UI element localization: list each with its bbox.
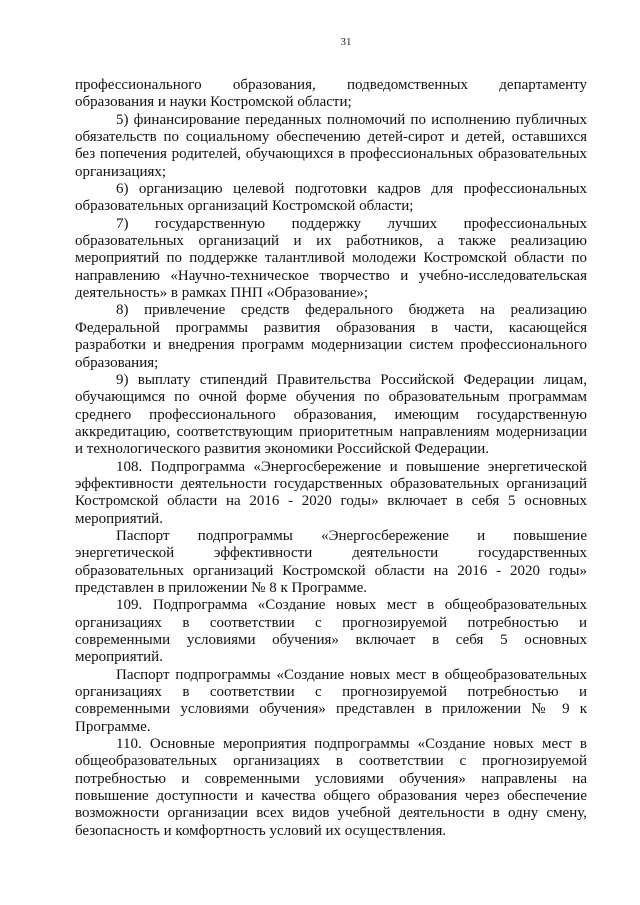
text-line: направлению «Научно-техническое творчество и учебно-исследовательская — [75, 267, 587, 284]
text-line: Паспорт подпрограммы «Создание новых мест в общеобразовательных — [116, 666, 587, 683]
text-line: безопасность и комфортность условий их осуществления. — [75, 822, 447, 839]
text-line: обучающимся по очной форме обучения по образовательным программам — [75, 389, 587, 406]
text-line: обязательств по социальному обеспечению детей-сирот и детей, оставшихся — [75, 129, 587, 146]
text-line: 108. Подпрограмма «Энергосбережение и повышение энергетической — [116, 458, 587, 475]
text-line: образовательных организаций Костромской области на 2016 - 2020 годы» — [75, 562, 587, 579]
text-line: современными условиями обучения» представлен в приложении № 9 к — [75, 701, 587, 718]
paragraph-section-110 — [75, 736, 587, 840]
text-line: повышение доступности и качества общего образования через обеспечение — [75, 788, 587, 805]
paragraph-continuation — [75, 77, 587, 112]
paragraph-section-109 — [75, 597, 587, 666]
text-line: 110. Основные мероприятия подпрограммы «Создание новых мест в — [116, 736, 587, 753]
text-line: 8) привлечение средств федерального бюджета на реализацию — [116, 302, 587, 319]
paragraph-section-108 — [75, 459, 587, 528]
text-line: Программе. — [75, 718, 151, 735]
paragraph-item-7 — [75, 216, 587, 303]
text-line: общеобразовательных организациях в соответствии с прогнозируемой — [75, 753, 587, 770]
paragraph-passport-energy — [75, 528, 587, 597]
text-line: 7) государственную поддержку лучших профессиональных — [116, 215, 587, 232]
text-line: потребностью и современными условиями обучения» направлены на — [75, 770, 587, 787]
text-line: Федеральной программы развития образования в части, касающейся — [75, 319, 587, 336]
paragraph-item-8 — [75, 302, 587, 371]
page-number: 31 — [340, 36, 352, 48]
text-line: возможности организации всех видов учебной деятельности в одну смену, — [75, 805, 587, 822]
document-body — [75, 77, 587, 840]
text-line: аккредитацию, соответствующим приоритетным направлениям модернизации — [75, 423, 587, 440]
text-line: деятельность» в рамках ПНП «Образование»; — [75, 285, 369, 302]
text-line: 5) финансирование переданных полномочий по исполнению публичных — [116, 111, 587, 128]
paragraph-item-6 — [75, 181, 587, 216]
paragraph-item-9 — [75, 372, 587, 459]
text-line: эффективности деятельности государственных образовательных организаций — [75, 475, 587, 492]
paragraph-item-5 — [75, 112, 587, 181]
text-line: энергетической эффективности деятельности государственных — [75, 545, 587, 562]
text-line: современными условиями обучения» включает в себя 5 основных — [75, 632, 587, 648]
text-line: Паспорт подпрограммы «Энергосбережение и повышение — [116, 527, 587, 544]
text-line: представлен в приложении № 8 к Программе. — [75, 579, 368, 596]
text-line: мероприятий. — [75, 649, 163, 666]
text-line: образования; — [75, 354, 159, 371]
text-line: 9) выплату стипендий Правительства Российской Федерации лицам, — [116, 371, 587, 388]
text-line: профессионального образования, подведомственных департаменту — [75, 77, 587, 93]
text-line: образовательных организаций и их работников, а также реализацию — [75, 233, 587, 250]
text-line: Костромской области на 2016 - 2020 годы» включает в себя 5 основных — [75, 493, 587, 510]
paragraph-passport-new-places — [75, 667, 587, 736]
text-line: организациях в соответствии с прогнозируемой потребностью и — [75, 684, 587, 701]
text-line: разработки и внедрения программ модернизации систем профессионального — [75, 337, 587, 354]
text-line: среднего профессионального образования, имеющим государственную — [75, 406, 587, 423]
text-line: 6) организацию целевой подготовки кадров для профессиональных — [116, 181, 587, 198]
text-line: мероприятий по поддержке талантливой молодежи Костромской области по — [75, 250, 587, 267]
text-line: 109. Подпрограмма «Создание новых мест в общеобразовательных — [116, 597, 587, 614]
text-line: организациях в соответствии с прогнозируемой потребностью и — [75, 614, 587, 631]
text-line: мероприятий. — [75, 510, 163, 527]
text-line: организациях; — [75, 163, 167, 180]
text-line: без попечения родителей, обучающихся в профессиональных образовательных — [75, 146, 587, 163]
text-line: образовательных организаций Костромской области; — [75, 198, 414, 215]
text-line: и технологического развития экономики Российской Федерации. — [75, 441, 490, 458]
text-line: образования и науки Костромской области; — [75, 94, 352, 111]
